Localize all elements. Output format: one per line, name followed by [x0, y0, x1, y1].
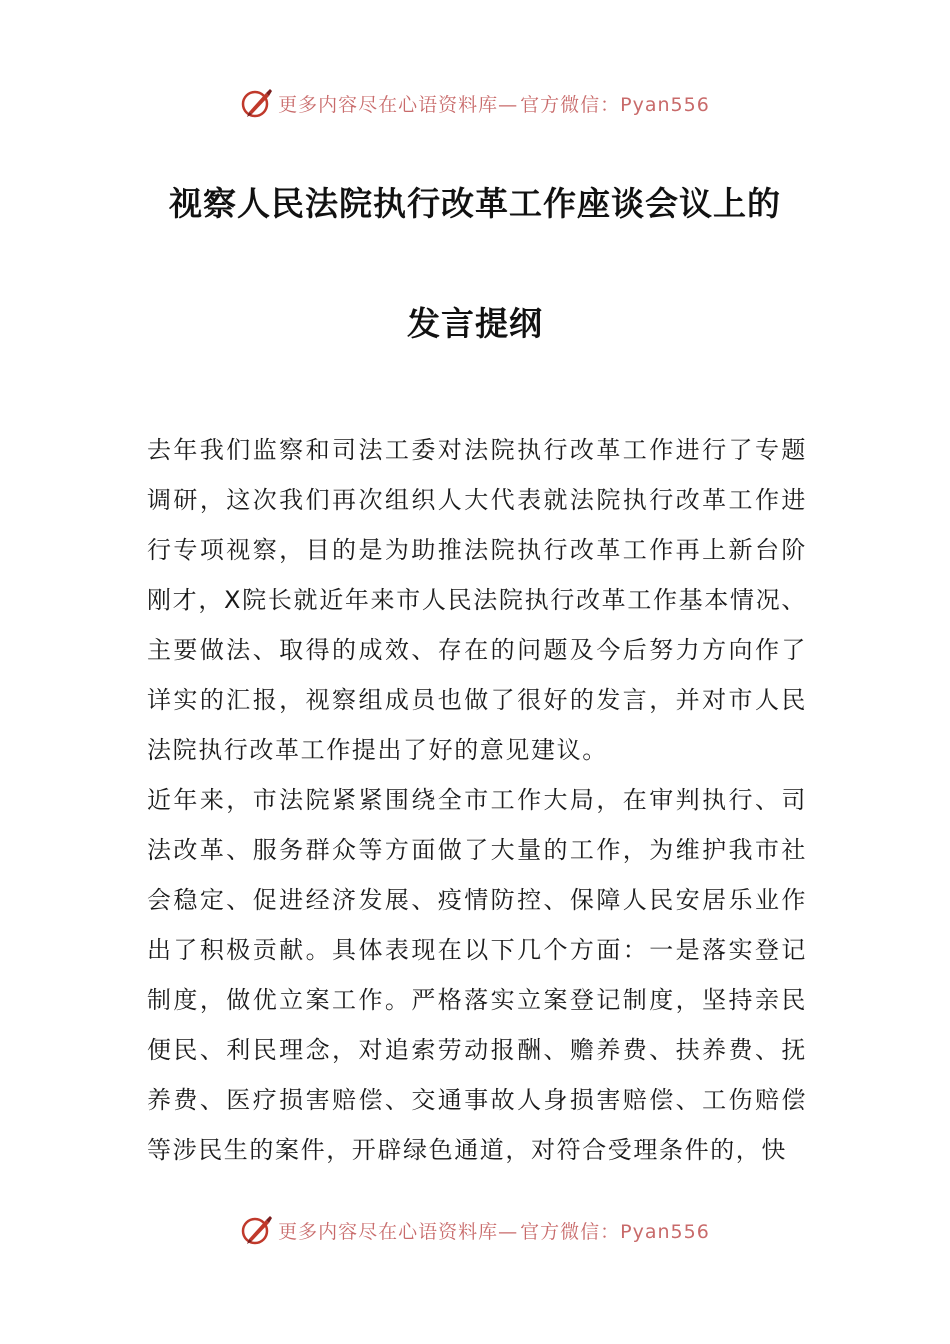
body-paragraph: 近年来，市法院紧紧围绕全市工作大局，在审判执行、司法改革、服务群众等方面做了大量的工作，为维护我市社会稳定、促进经济发展、疫情防控、保障人民安居乐业作出了积极贡献。具体表现在以下几个方面：一是落实登记制度，做优立案工作。严格落实立案登记制度，坚持亲民便民、利民理念，对追索劳动报酬、赡养费、扶养费、抚养费、医疗损害赔偿、交通事故人身损害赔偿、工伤赔偿等涉民生的案件，开辟绿色通道，对符合受理条件的，快 — [147, 786, 807, 1164]
watermark-wechat-text: 官方微信：Pyan556 — [520, 93, 710, 116]
document-title-line-1: 视察人民法院执行改革工作座谈会议上的 — [169, 184, 781, 223]
body-paragraph: 去年我们监察和司法工委对法院执行改革工作进行了专题调研，这次我们再次组织人大代表就法院执行改革工作进行专项视察，目的是为助推法院执行改革工作再上新台阶刚才，X院长就近年来市人民法院执行改革工作基本情况、主要做法、取得的成效、存在的问题及今后努力方向作了详实的汇报，视察组成员也做了很好的发言，并对市人民法院执行改革工作提出了好的意见建议。 — [147, 436, 807, 764]
footer-watermark — [0, 1212, 950, 1248]
watermark-promo-text: 更多内容尽在心语资料库— — [278, 93, 519, 116]
document-body — [147, 425, 807, 1175]
pen-logo-icon — [240, 1213, 274, 1247]
pen-logo-icon — [240, 86, 274, 120]
header-watermark — [0, 85, 950, 121]
watermark-wechat-text: 官方微信：Pyan556 — [520, 1220, 710, 1243]
document-title-line-2: 发言提纲 — [407, 304, 543, 343]
watermark-promo-text: 更多内容尽在心语资料库— — [278, 1220, 519, 1243]
